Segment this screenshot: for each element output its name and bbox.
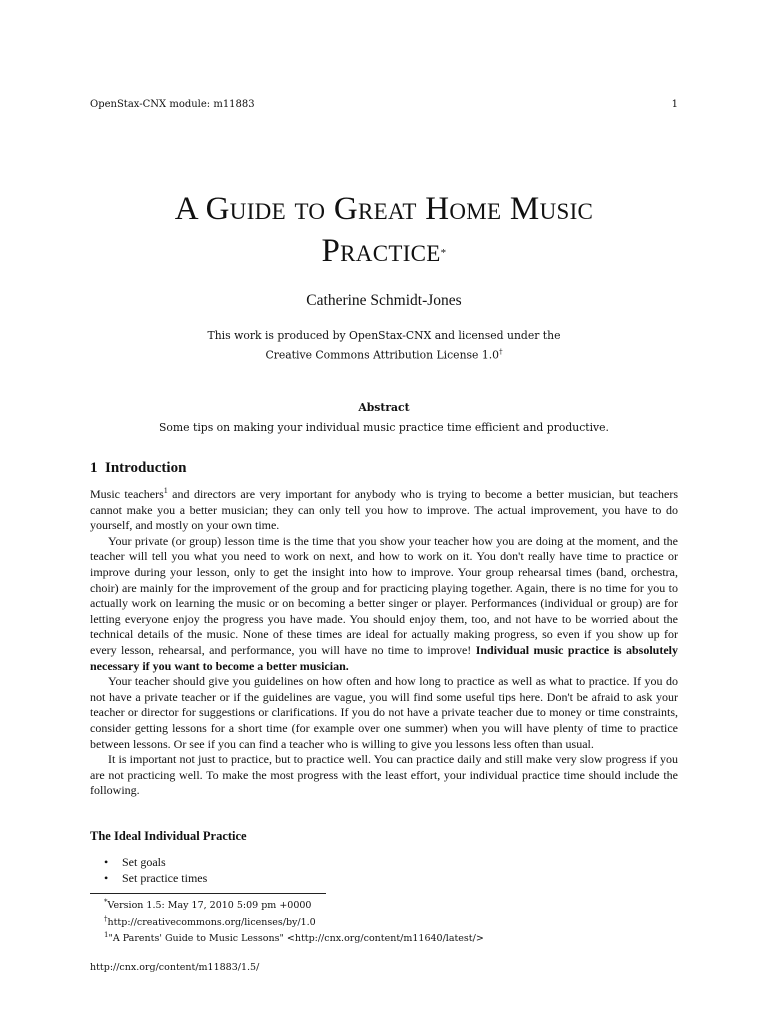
subheading: The Ideal Individual Practice [90, 829, 247, 843]
footnote: *Version 1.5: May 17, 2010 5:09 pm +0000 [104, 898, 312, 912]
section-number: 1 [90, 460, 98, 476]
list-item: • Set goals [104, 855, 166, 869]
section-heading [90, 460, 186, 477]
license-footnote-mark: † [499, 348, 503, 356]
abstract-text: Some tips on making your individual music practice time efficient and productive. [159, 421, 609, 434]
paragraph: Your teacher should give you guidelines on how often and how long to practice as well as what to practice. If you do not have a private teacher or if the guidelines are vague, you will find some useful tips here. Don't be afraid to ask your teacher or director for suggestions or clarifications. If you do not have a private teacher due to money or time constraints, consider getting lessons for a short time (for example over one summer) when you will have plenty of time to practice between lessons. Or see if you can find a teacher who is willing to give you lessons less often than usual. [90, 674, 678, 751]
license-line-2: Creative Commons Attribution License 1.0† [265, 348, 503, 362]
paragraph: Your private (or group) lesson time is the time that you show your teacher how you are doing at the moment, and the teacher will tell you what you need to work on next, and how to work on it. You don't really have time to practice or improve during your lesson, only to get the insight into how to improve. Your group rehearsal times (band, orchestra, choir) are mainly for the improvement of the group and for practicing playing together. Again, there is no time for you to actually work on learning the music or on becoming a better singer or player. Performances (individual or group) are for letting everyone enjoy the progress you have made. You should enjoy them, too, and not have to be worried about the technical details of the music. None of these times are ideal for actually making progress, so even if you show up for every lesson, rehearsal, and performance, you will have no time to improve! Individual music practice is absolutely necessary if you want to become a better musician. [90, 533, 678, 673]
running-header [90, 99, 678, 110]
list-item: • Set practice times [104, 871, 208, 885]
author: Catherine Schmidt-Jones [306, 292, 462, 309]
page-number: 1 [671, 99, 678, 110]
bullet-icon: • [104, 855, 109, 869]
footnote[interactable]: †http://creativecommons.org/licenses/by/1.0 [104, 914, 316, 928]
footnote[interactable]: $^1$"A Parents' Guide to Music Lessons" <http://cnx.org/content/m11640/latest/> [104, 931, 484, 945]
paragraph: Music teachers$^1$ and directors are very important for anybody who is trying to become a better musician, but teachers cannot make you a better musician; they can only tell you how to improve. The actual improvement, you have to do yourself, and mostly on your own time. [90, 486, 678, 533]
license-note [0, 328, 768, 364]
document-title [0, 188, 768, 272]
license-line-1: This work is produced by OpenStax-CNX and licensed under the [207, 329, 561, 342]
paragraph: It is important not just to practice, but to practice well. You can practice daily and still make very slow progress if you are not practicing well. To make the most progress with the least effort, your individual practice time should include the following. [90, 752, 678, 798]
title-line-2: Practice* [321, 233, 447, 269]
module-id: OpenStax-CNX module: m11883 [90, 99, 255, 110]
footnotes [104, 896, 484, 946]
body-text [90, 487, 678, 799]
title-line-1: A Guide to Great Home Music [174, 191, 594, 227]
practice-list [104, 854, 207, 886]
abstract-heading: Abstract [358, 401, 410, 414]
section-title: Introduction [105, 460, 187, 476]
footnote-ref-1[interactable]: 1 [163, 486, 168, 495]
title-footnote-mark: * [440, 247, 447, 259]
footnote-rule [90, 893, 326, 894]
emphasis: Individual music practice is absolutely necessary if you want to become a better musician. [90, 642, 678, 673]
page-url[interactable]: http://cnx.org/content/m11883/1.5/ [90, 962, 260, 973]
bullet-icon: • [104, 871, 109, 885]
